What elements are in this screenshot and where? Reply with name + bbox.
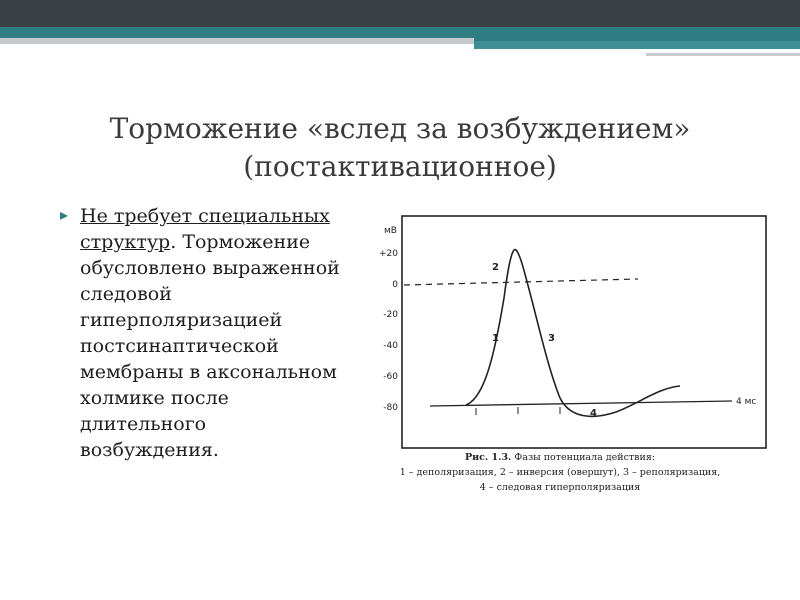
caption-bold: Рис. 1.3. [464, 452, 512, 463]
bullet-line-10: возбуждения. [80, 439, 219, 461]
bullet-line-3: обусловлено выраженной [80, 257, 340, 279]
phase-label-2: 2 [492, 262, 499, 273]
slide-title-line1: Торможение «вслед за возбуждением» [109, 112, 691, 145]
bullet-line-8: холмике после [80, 387, 229, 409]
bullet-line-2 [80, 229, 380, 255]
bullet-line-5: гиперполяризацией [80, 309, 283, 331]
phase-labels [492, 262, 597, 419]
y-tick-0: 0 [392, 280, 398, 290]
caption-line-3: 4 – следовая гиперполяризация [479, 482, 641, 493]
bullet-line-1-text: Не требует специальных [80, 205, 330, 227]
header-band-line [646, 53, 800, 56]
bullet-marker-icon: ▸ [60, 205, 69, 224]
phase-label-4: 4 [590, 408, 597, 419]
header-band-dark [0, 0, 800, 27]
figure-caption [380, 450, 740, 495]
header-band-grey [0, 38, 474, 44]
x-ticks [476, 407, 560, 415]
caption-line-1-rest: Фазы потенциала действия: [514, 452, 656, 463]
caption-line-2: 1 – деполяризация, 2 – инверсия (овершут), 3 – реполяризация, [399, 467, 721, 478]
y-tick-minus60: -60 [383, 372, 398, 382]
slide-title-line2: (постактивационное) [243, 150, 557, 183]
y-tick-plus20: +20 [379, 249, 398, 259]
y-tick-minus80: -80 [383, 403, 398, 413]
figure-frame [402, 216, 766, 448]
phase-label-3: 3 [548, 333, 555, 344]
bullet-line-1 [80, 203, 380, 229]
bullet-line-7: мембраны в аксональном [80, 361, 337, 383]
y-unit-label: мВ [384, 226, 397, 236]
header-band-teal-right [474, 41, 800, 49]
bullet-text [80, 203, 380, 463]
y-tick-labels [379, 249, 398, 413]
caption-line-1 [380, 450, 740, 465]
x-unit-label: 4 мс [736, 397, 757, 407]
zero-level-dashed-line [404, 279, 638, 285]
bullet-line-2-underlined: структур [80, 231, 171, 253]
resting-potential-line [430, 401, 732, 406]
y-tick-minus20: -20 [383, 310, 398, 320]
action-potential-diagram [366, 208, 776, 453]
y-tick-minus40: -40 [383, 341, 398, 351]
bullet-line-4: следовой [80, 283, 172, 305]
phase-label-1: 1 [492, 333, 499, 344]
bullet-line-2-rest: . Торможение [170, 231, 311, 253]
bullet-line-9: длительного [80, 413, 207, 435]
bullet-line-6: постсинаптической [80, 335, 279, 357]
slide-title [0, 110, 800, 186]
